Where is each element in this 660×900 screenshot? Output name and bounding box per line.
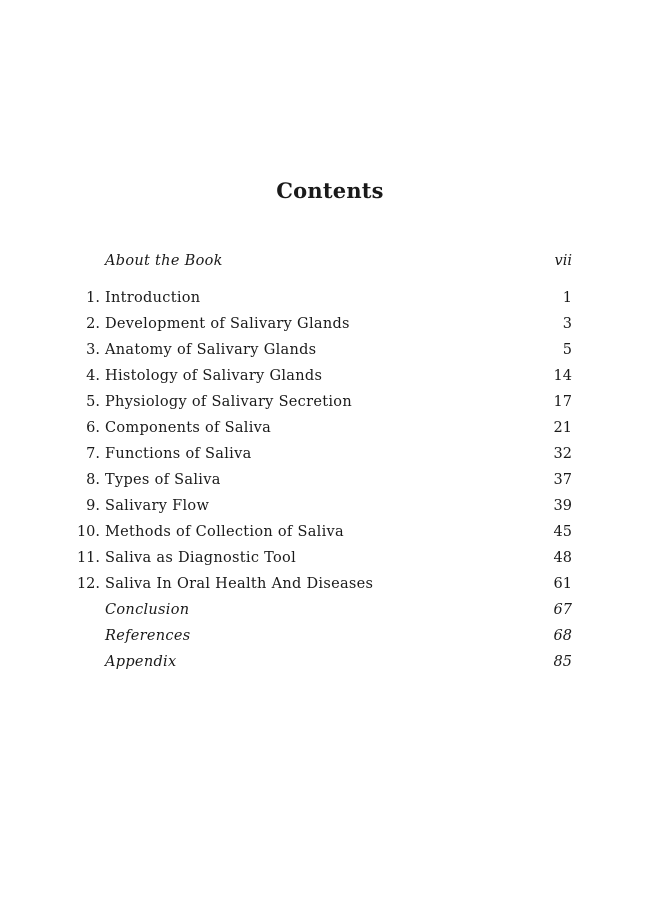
toc-entry-page: 32 [553,446,572,462]
toc-entry-label: About the Book [105,253,223,269]
toc-entry-chapter[interactable] [0,545,660,571]
toc-entry-page: 45 [553,524,572,540]
toc-entry-page: 3 [562,316,572,332]
toc-entry-chapter[interactable] [0,389,660,415]
toc-entry-label: Methods of Collection of Saliva [105,524,344,540]
toc-entry-page: 61 [553,576,572,592]
toc-entry-label: Functions of Saliva [105,446,252,462]
toc-entry-page: 17 [553,394,572,410]
page-title: Contents [276,178,384,203]
toc-entry-label: Physiology of Salivary Secretion [105,394,352,410]
toc-entry-page: vii [554,253,572,269]
toc-entry-label: Types of Saliva [105,472,221,488]
toc-entry-chapter[interactable] [0,337,660,363]
toc-entry-number: 11. [76,550,100,566]
toc-entry-page: 39 [553,498,572,514]
toc-entry-chapter[interactable] [0,467,660,493]
toc-entry-conclusion[interactable] [0,597,660,623]
toc-entry-number: 12. [76,576,100,592]
toc-entry-label: Introduction [105,290,201,306]
toc-entry-chapter[interactable] [0,311,660,337]
toc-entry-number: 5. [86,394,100,410]
toc-entry-chapter[interactable] [0,441,660,467]
toc-entry-label: Development of Salivary Glands [105,316,350,332]
toc-entry-label: Anatomy of Salivary Glands [105,342,317,358]
toc-entry-number: 7. [86,446,100,462]
toc-entry-appendix[interactable] [0,649,660,675]
toc-entry-number: 6. [86,420,100,436]
toc-entry-label: References [105,628,191,644]
toc-entry-page: 68 [553,628,572,644]
toc-entry-page: 85 [553,654,572,670]
toc-entry-label: Saliva In Oral Health And Diseases [105,576,374,592]
toc-entry-page: 48 [553,550,572,566]
toc-entry-chapter[interactable] [0,285,660,311]
toc-entry-page: 21 [553,420,572,436]
toc-entry-label: Histology of Salivary Glands [105,368,323,384]
toc-entry-number: 2. [86,316,100,332]
toc-entry-number: 9. [86,498,100,514]
toc-entry-label: Saliva as Diagnostic Tool [105,550,297,566]
toc-entry-page: 67 [553,602,572,618]
toc-entry-number: 10. [76,524,100,540]
toc-entry-references[interactable] [0,623,660,649]
toc-entry-about[interactable] [0,248,660,274]
toc-entry-chapter[interactable] [0,415,660,441]
toc-entry-number: 8. [86,472,100,488]
toc-entry-page: 37 [553,472,572,488]
toc-entry-chapter[interactable] [0,519,660,545]
toc-entry-chapter[interactable] [0,363,660,389]
toc-entry-page: 14 [553,368,572,384]
toc-entry-label: Conclusion [105,602,190,618]
toc-entry-chapter[interactable] [0,493,660,519]
toc-entry-label: Components of Saliva [105,420,272,436]
toc-entry-number: 4. [86,368,100,384]
toc-entry-page: 1 [562,290,572,306]
toc-entry-label: Appendix [105,654,177,670]
toc-entry-number: 1. [86,290,100,306]
toc-entry-label: Salivary Flow [105,498,210,514]
toc-entry-chapter[interactable] [0,571,660,597]
toc-entry-number: 3. [86,342,100,358]
toc-entry-page: 5 [562,342,572,358]
